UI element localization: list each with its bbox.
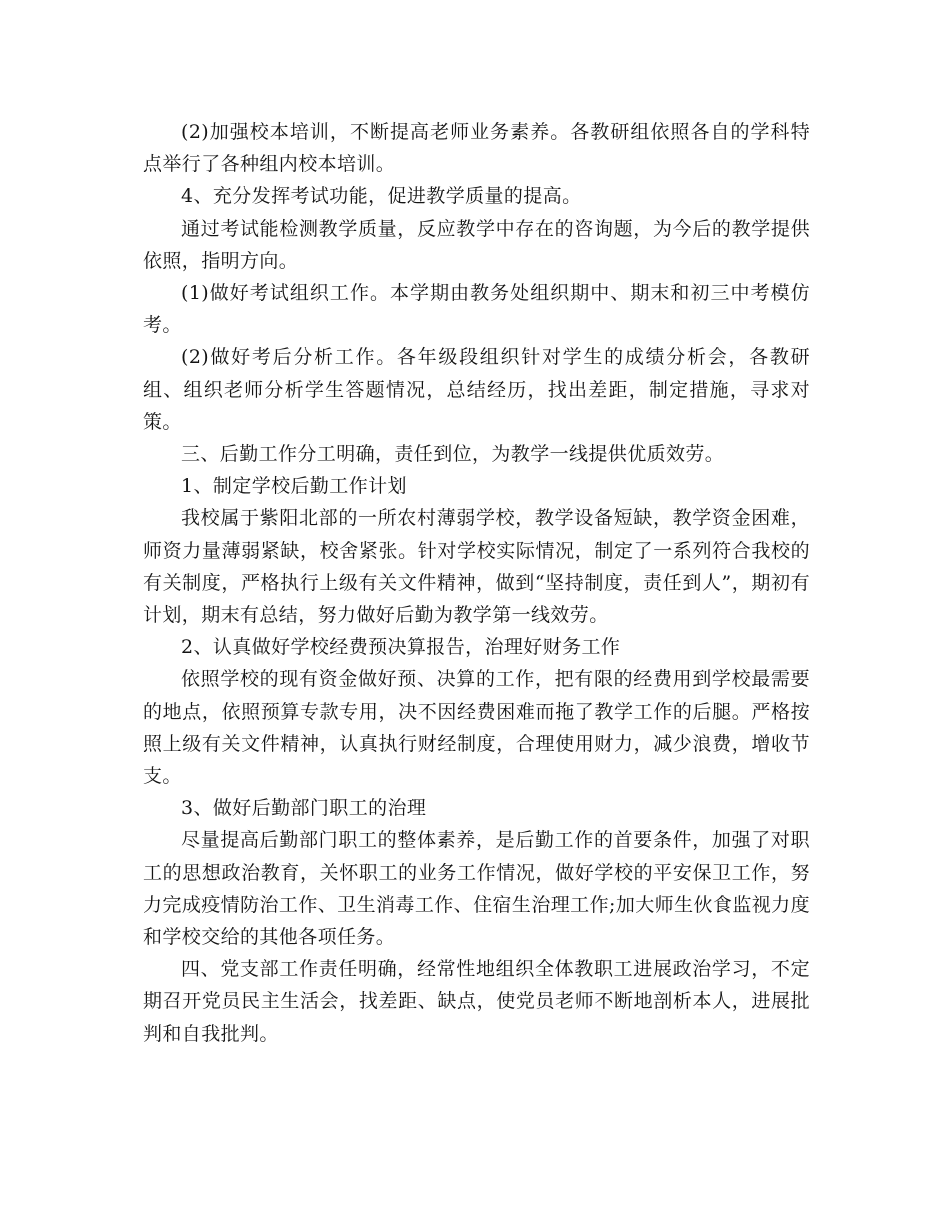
paragraph-exam-quality: 通过考试能检测教学质量，反应教学中存在的咨询题，为今后的教学提供依照，指明方向。 bbox=[143, 217, 810, 272]
paragraph-heading-staff-management: 3、做好后勤部门职工的治理 bbox=[181, 797, 427, 820]
paragraph-heading-logistics-plan: 1、制定学校后勤工作计划 bbox=[181, 475, 407, 498]
paragraph-budget-details: 依照学校的现有资金做好预、决算的工作，把有限的经费用到学校最需要的地点，依照预算专款专用，决不因经费困难而拖了教学工作的后腿。严格按照上级有关文件精神，认真执行财经制度，合理使用财力，减少浪费，增收节支。 bbox=[143, 668, 810, 788]
document-body bbox=[143, 116, 810, 1050]
paragraph-heading-budget: 2、认真做好学校经费预决算报告，治理好财务工作 bbox=[181, 636, 621, 659]
paragraph-training: (2)加强校本培训，不断提高老师业务素养。各教研组依照各自的学科特点举行了各种组内校本培训。 bbox=[143, 121, 810, 176]
paragraph-heading-exam-function: 4、充分发挥考试功能，促进教学质量的提高。 bbox=[181, 185, 582, 208]
paragraph-party-branch: 四、党支部工作责任明确，经常性地组织全体教职工进展政治学习，不定期召开党员民主生活会，找差距、缺点，使党员老师不断地剖析本人，进展批判和自我批判。 bbox=[143, 958, 810, 1045]
paragraph-exam-organization: (1)做好考试组织工作。本学期由教务处组织期中、期末和初三中考模仿考。 bbox=[143, 282, 810, 337]
paragraph-heading-logistics: 三、后勤工作分工明确，责任到位，为教学一线提供优质效劳。 bbox=[181, 443, 725, 466]
paragraph-school-situation: 我校属于紫阳北部的一所农村薄弱学校，教学设备短缺，教学资金困难，师资力量薄弱紧缺，校舍紧张。针对学校实际情况，制定了一系列符合我校的有关制度，严格执行上级有关文件精神，做到“坚持制度，责任到人”，期初有计划，期末有总结，努力做好后勤为教学第一线效劳。 bbox=[143, 507, 810, 627]
paragraph-exam-analysis: (2)做好考后分析工作。各年级段组织针对学生的成绩分析会，各教研组、组织老师分析学生答题情况，总结经历，找出差距，制定措施，寻求对策。 bbox=[143, 346, 810, 433]
paragraph-staff-details: 尽量提高后勤部门职工的整体素养，是后勤工作的首要条件，加强了对职工的思想政治教育，关怀职工的业务工作情况，做好学校的平安保卫工作，努力完成疫情防治工作、卫生消毒工作、住宿生治理工作;加大师生伙食监视力度和学校交给的其他各项任务。 bbox=[143, 829, 810, 949]
